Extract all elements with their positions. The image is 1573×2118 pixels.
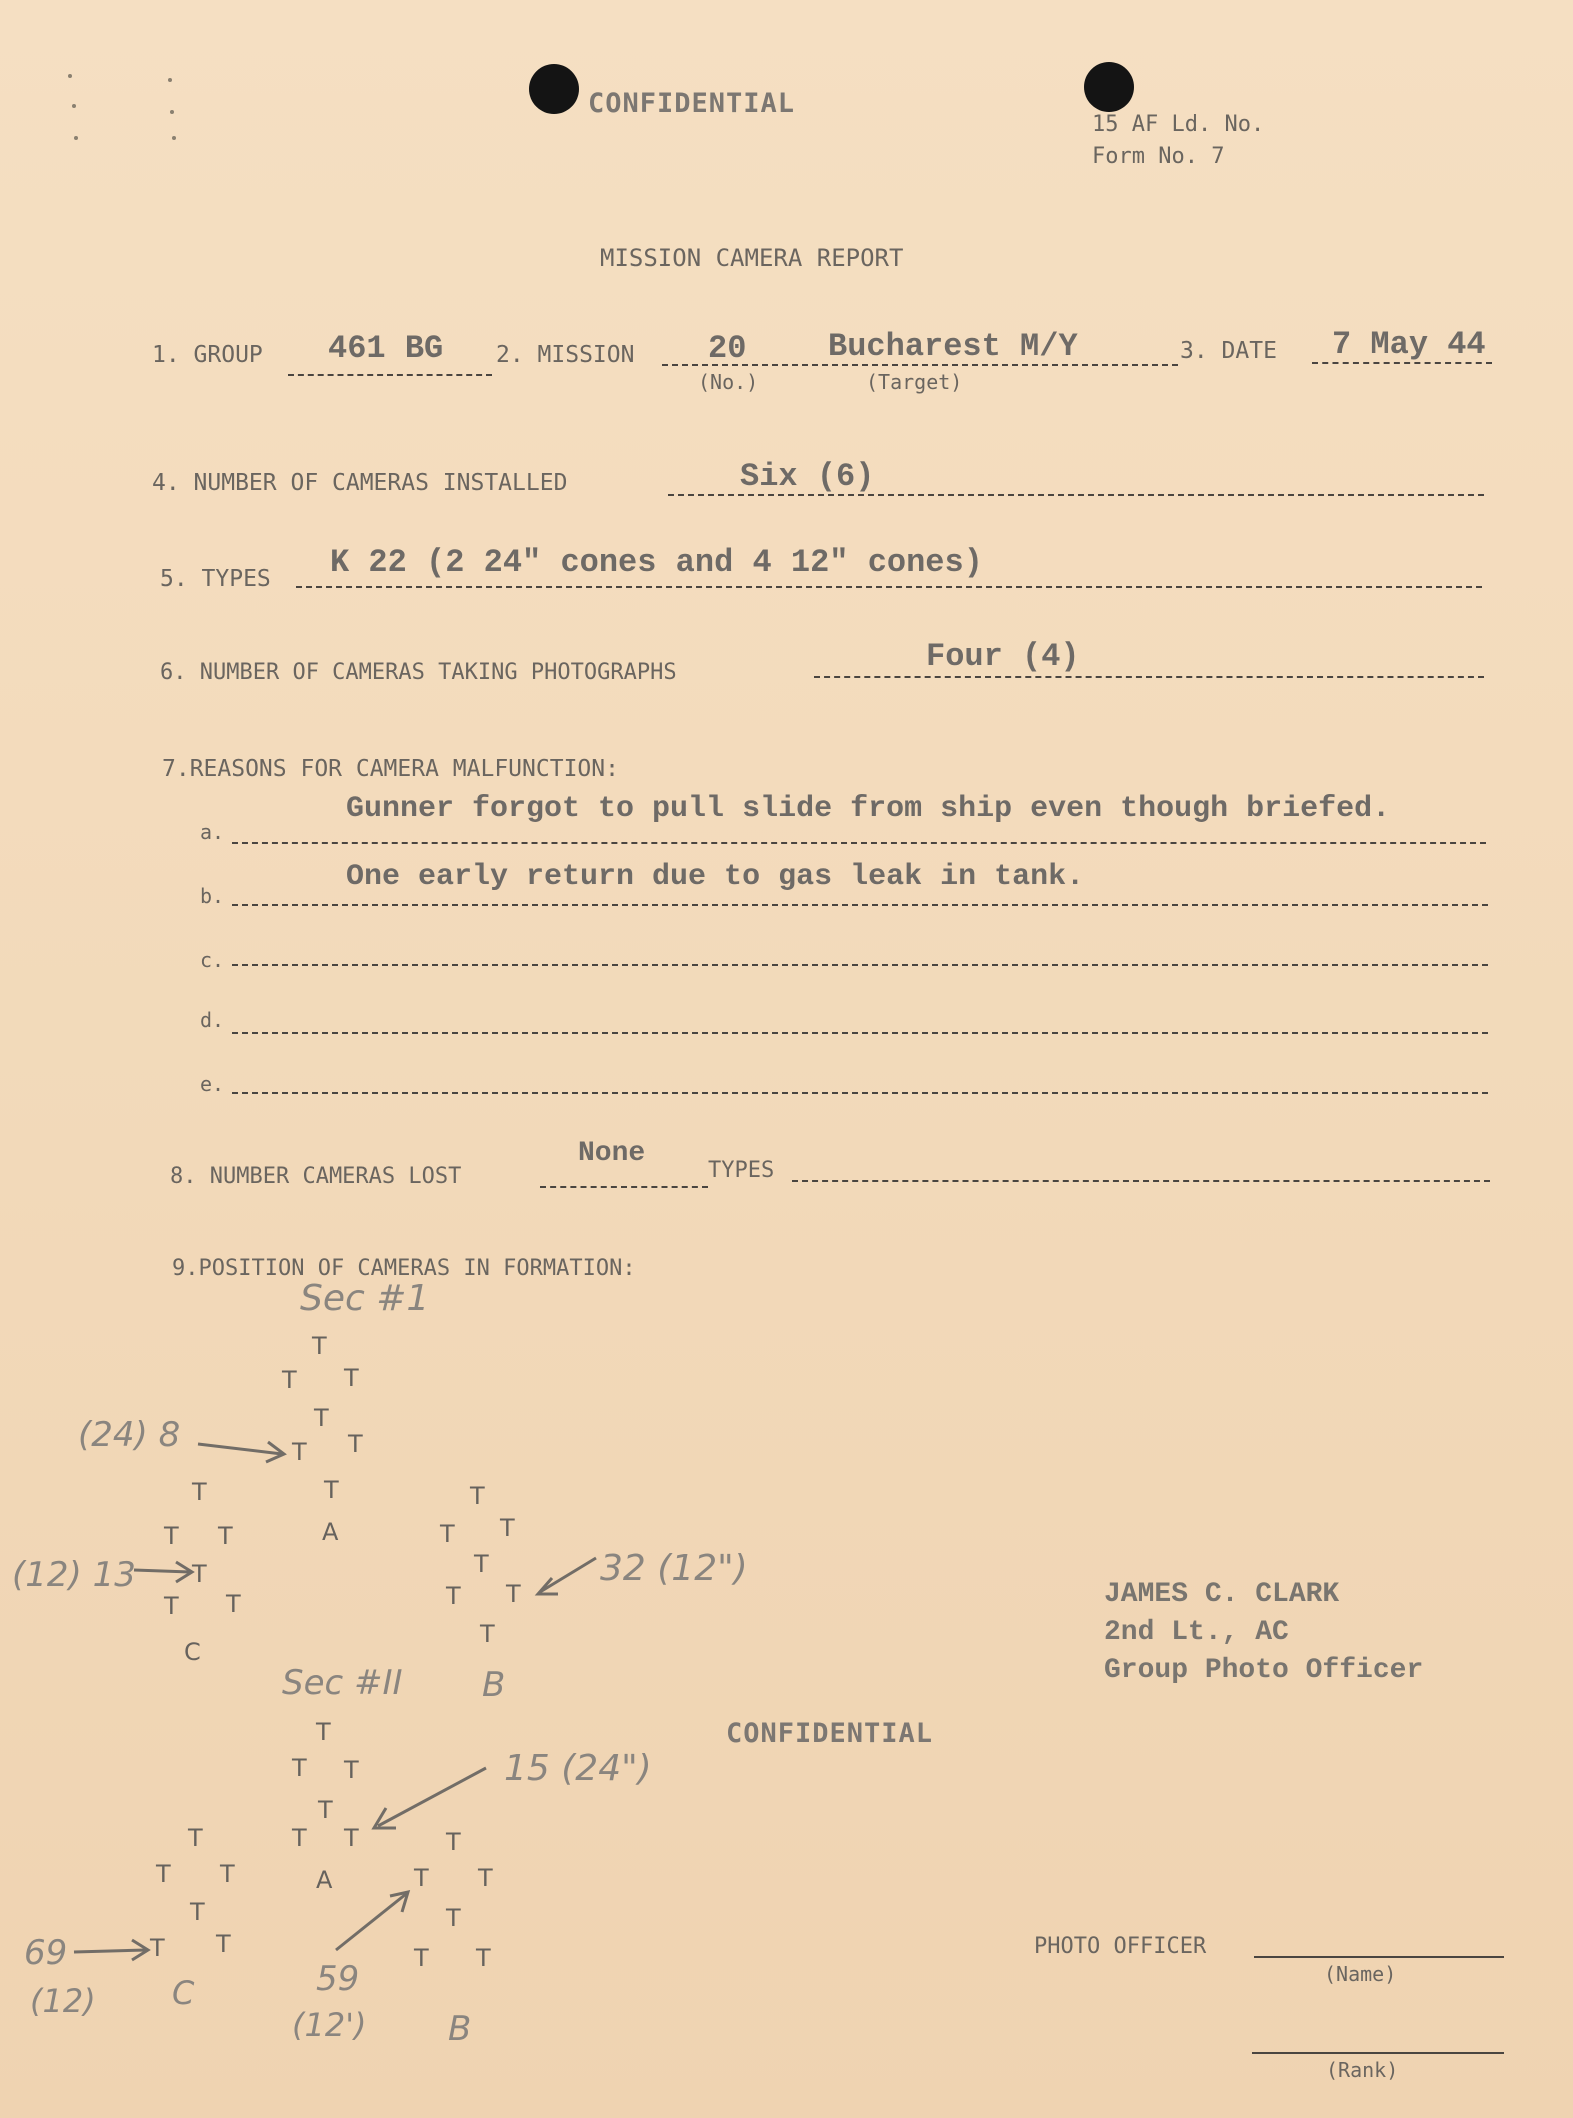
malfunction-text-b: One early return due to gas leak in tank. xyxy=(346,860,1085,894)
plane-mark: T xyxy=(312,1332,327,1360)
formation-diagram xyxy=(0,1270,820,2070)
mission-target: Bucharest M/Y xyxy=(828,328,1078,365)
pin-mark xyxy=(74,136,78,140)
pin-mark xyxy=(72,104,76,108)
cameras-lost-types-label: TYPES xyxy=(708,1158,775,1183)
cameras-installed-value: Six (6) xyxy=(740,458,875,495)
section-2-label: Sec #II xyxy=(282,1663,403,1703)
date-value: 7 May 44 xyxy=(1332,326,1486,363)
plane-mark: T xyxy=(216,1930,231,1958)
officer-name: JAMES C. CLARK xyxy=(1104,1579,1340,1610)
note-69-size: (12) xyxy=(30,1982,96,2020)
classification-top: CONFIDENTIAL xyxy=(588,88,796,119)
malfunction-label: 7.REASONS FOR CAMERA MALFUNCTION: xyxy=(162,756,619,782)
mission-target-caption: (Target) xyxy=(866,370,963,394)
plane-mark-13: T xyxy=(192,1560,207,1588)
plane-mark: T xyxy=(446,1828,461,1856)
plane-mark: T xyxy=(414,1944,429,1972)
malfunction-rule-a xyxy=(232,842,1486,844)
pin-mark xyxy=(172,136,176,140)
plane-mark: T xyxy=(500,1514,515,1542)
plane-mark: T xyxy=(474,1550,489,1578)
element-b-label: B xyxy=(482,1665,506,1705)
types-value: K 22 (2 24" cones and 4 12" cones) xyxy=(330,544,983,581)
cameras-photographing-rule xyxy=(814,676,1484,678)
section-2-group-b xyxy=(413,1828,493,2049)
cameras-installed-label: 4. NUMBER OF CAMERAS INSTALLED xyxy=(152,470,568,496)
plane-mark: T xyxy=(282,1366,297,1394)
note-59: 59 xyxy=(316,1959,360,1999)
section-1-group-b xyxy=(439,1482,521,1705)
pin-mark xyxy=(168,78,172,82)
mission-number: 20 xyxy=(708,330,747,367)
malfunction-rule-e xyxy=(232,1092,1488,1094)
malfunction-letter-e: e. xyxy=(200,1072,225,1096)
date-label: 3. DATE xyxy=(1180,338,1277,364)
plane-mark: T xyxy=(470,1482,485,1510)
plane-mark: T xyxy=(324,1476,339,1504)
plane-mark: T xyxy=(156,1860,171,1888)
officer-rank: 2nd Lt., AC xyxy=(1104,1617,1289,1648)
date-rule xyxy=(1312,362,1492,364)
malfunction-text-a: Gunner forgot to pull slide from ship even though briefed. xyxy=(346,792,1391,826)
plane-mark: T xyxy=(226,1590,241,1618)
types-rule xyxy=(296,586,1482,588)
plane-mark: T xyxy=(480,1620,495,1648)
plane-mark-69: T xyxy=(150,1934,165,1962)
note-59-size: (12') xyxy=(292,2006,367,2044)
plane-mark: T xyxy=(348,1430,363,1458)
signature-block xyxy=(1104,1576,1423,1690)
plane-mark: T xyxy=(344,1756,359,1784)
note-13: (12) 13 xyxy=(12,1555,136,1595)
plane-mark: T xyxy=(292,1754,307,1782)
note-69: 69 xyxy=(24,1933,68,1973)
plane-mark: T xyxy=(218,1522,233,1550)
form-reference-line1: 15 AF Ld. No. xyxy=(1092,112,1265,137)
cameras-lost-types-rule xyxy=(792,1180,1490,1182)
punch-hole-left xyxy=(529,64,579,114)
cameras-photographing-label: 6. NUMBER OF CAMERAS TAKING PHOTOGRAPHS xyxy=(160,660,677,685)
section-2-group-a xyxy=(291,1718,359,1894)
mission-target-rule xyxy=(792,364,1178,366)
malfunction-letter-c: c. xyxy=(200,948,225,972)
officer-title: Group Photo Officer xyxy=(1104,1655,1424,1686)
plane-mark: T xyxy=(164,1522,179,1550)
plane-mark-8: T xyxy=(292,1438,307,1466)
mission-number-caption: (No.) xyxy=(698,370,759,394)
element-c-label: C xyxy=(172,1974,195,2012)
group-label: 1. GROUP xyxy=(152,342,263,368)
plane-mark: T xyxy=(318,1796,333,1824)
plane-mark: T xyxy=(446,1582,461,1610)
plane-mark: T xyxy=(164,1592,179,1620)
plane-mark: T xyxy=(446,1904,461,1932)
malfunction-letter-a: a. xyxy=(200,820,225,844)
classification-bottom: CONFIDENTIAL xyxy=(726,1718,934,1749)
pin-mark xyxy=(68,74,72,78)
group-rule xyxy=(288,374,492,376)
plane-mark: T xyxy=(440,1520,455,1548)
plane-mark: T xyxy=(478,1864,493,1892)
element-b-label: B xyxy=(448,2009,472,2049)
form-reference-line2: Form No. 7 xyxy=(1092,144,1225,169)
malfunction-rule-c xyxy=(232,964,1488,966)
plane-mark: T xyxy=(316,1718,331,1746)
section-2-group-c xyxy=(149,1824,235,2012)
element-a-label: A xyxy=(316,1866,333,1894)
plane-mark: T xyxy=(188,1824,203,1852)
photo-officer-rank-rule xyxy=(1252,2052,1504,2054)
plane-mark-59: T xyxy=(414,1864,429,1892)
cameras-lost-rule xyxy=(540,1186,708,1188)
note-32: 32 (12") xyxy=(600,1548,748,1589)
punch-hole-right xyxy=(1084,62,1134,112)
malfunction-letter-b: b. xyxy=(200,884,225,908)
photo-officer-name-rule xyxy=(1254,1956,1504,1958)
pin-mark xyxy=(170,110,174,114)
element-a-label: A xyxy=(322,1518,339,1546)
plane-mark-32: T xyxy=(506,1580,521,1608)
position-label: 9.POSITION OF CAMERAS IN FORMATION: xyxy=(172,1256,636,1281)
plane-mark-15: T xyxy=(344,1824,359,1852)
malfunction-rule-d xyxy=(232,1032,1488,1034)
cameras-lost-label: 8. NUMBER CAMERAS LOST xyxy=(170,1164,462,1189)
plane-mark: T xyxy=(476,1944,491,1972)
plane-mark: T xyxy=(314,1404,329,1432)
photo-officer-name-caption: (Name) xyxy=(1324,1962,1397,1986)
plane-mark: T xyxy=(190,1898,205,1926)
types-label: 5. TYPES xyxy=(160,566,271,592)
malfunction-rule-b xyxy=(232,904,1488,906)
cameras-photographing-value: Four (4) xyxy=(926,638,1080,675)
plane-mark: T xyxy=(192,1478,207,1506)
photo-officer-rank-caption: (Rank) xyxy=(1326,2058,1399,2082)
malfunction-letter-d: d. xyxy=(200,1008,225,1032)
section-1-group-a xyxy=(281,1332,363,1546)
note-15: 15 (24") xyxy=(504,1748,652,1789)
mission-label: 2. MISSION xyxy=(496,342,635,368)
plane-mark: T xyxy=(344,1364,359,1392)
mission-number-rule xyxy=(662,364,788,366)
group-value: 461 BG xyxy=(328,330,444,367)
report-title: MISSION CAMERA REPORT xyxy=(600,244,904,272)
photo-officer-label: PHOTO OFFICER xyxy=(1034,1934,1207,1959)
cameras-lost-value: None xyxy=(578,1138,646,1169)
plane-mark: T xyxy=(220,1860,235,1888)
note-8: (24) 8 xyxy=(78,1415,181,1455)
plane-mark: T xyxy=(292,1824,307,1852)
section-1-label: Sec #1 xyxy=(300,1278,430,1319)
cameras-installed-rule xyxy=(668,494,1484,496)
element-c-label: C xyxy=(184,1638,201,1666)
